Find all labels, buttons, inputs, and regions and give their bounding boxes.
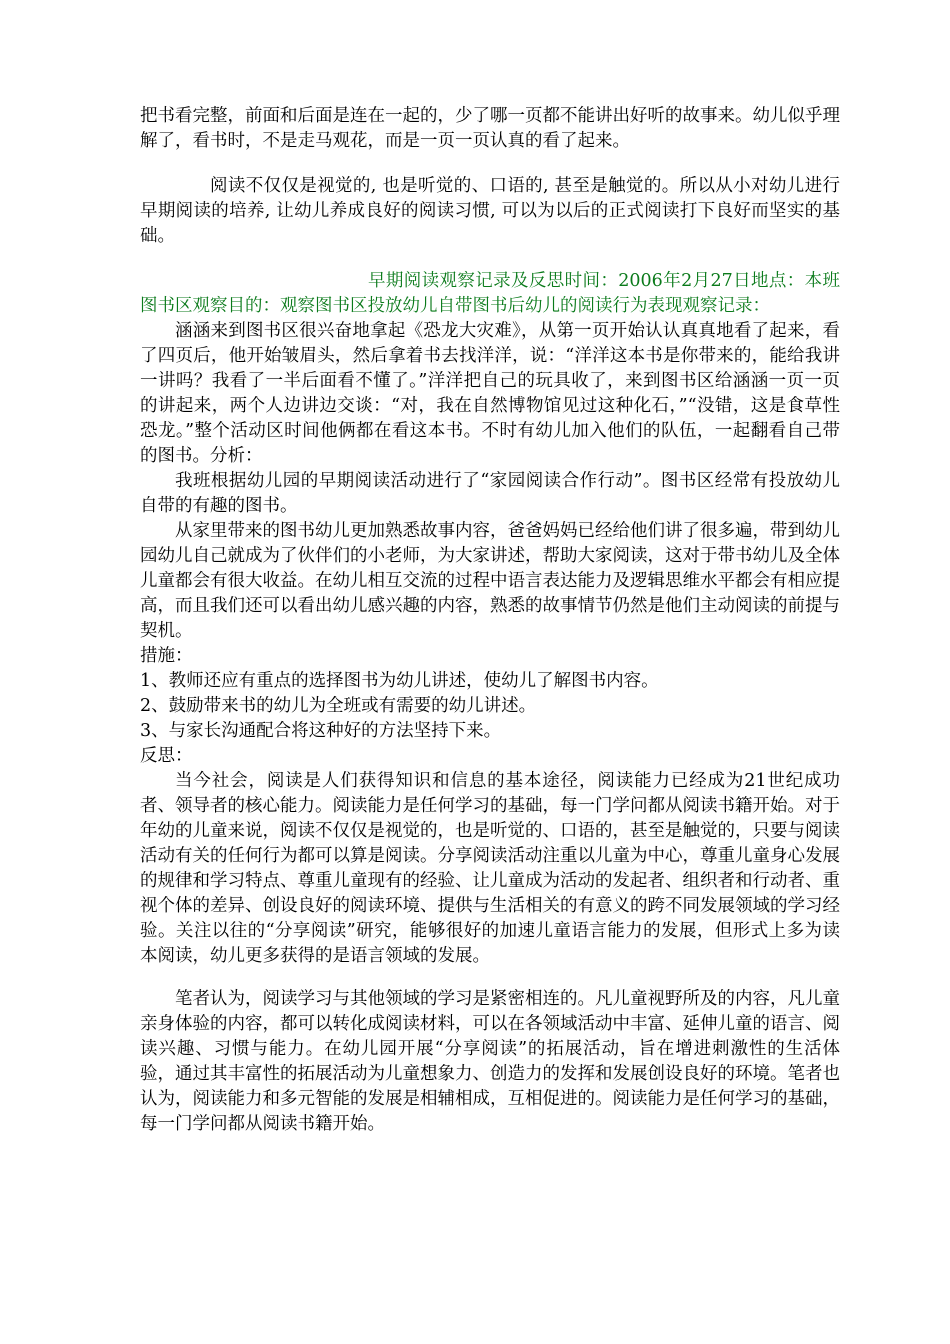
measure-item-1: 1、教师还应有重点的选择图书为幼儿讲述，使幼儿了解图书内容。: [140, 671, 659, 691]
paragraph-reflection-2: 笔者认为，阅读学习与其他领域的学习是紧密相连的。凡儿童视野所及的内容，凡儿童亲身体验的内容，都可以转化成阅读材料，可以在各领域活动中丰富、延伸儿童的语言、阅读兴趣、习惯与能力。在幼儿园开展“分享阅读”的拓展活动，旨在增进刺激性的生活体验，通过其丰富性的拓展活动为儿童想象力、创造力的发挥和发展创设良好的环境。笔者也认为，阅读能力和多元智能的发展是相辅相成，互相促进的。阅读能力是任何学习的基础，每一门学问都从阅读书籍开始。: [140, 989, 840, 1134]
measure-item-3: 3、与家长沟通配合将这种好的方法坚持下来。: [140, 721, 502, 741]
reflection-label: 反思：: [140, 746, 193, 766]
measures-label: 措施：: [140, 646, 193, 666]
paragraph-analysis-2: 从家里带来的图书幼儿更加熟悉故事内容，爸爸妈妈已经给他们讲了很多遍，带到幼儿园幼儿自己就成为了伙伴们的小老师，为大家讲述，帮助大家阅读，这对于带书幼儿及全体儿童都会有很大收益。在幼儿相互交流的过程中语言表达能力及逻辑思维水平都会有相应提高，而且我们还可以看出幼儿感兴趣的内容，熟悉的故事情节仍然是他们主动阅读的前提与契机。: [140, 521, 840, 641]
paragraph-analysis-1: 我班根据幼儿园的早期阅读活动进行了“家园阅读合作行动”。图书区经常有投放幼儿自带的有趣的图书。: [140, 471, 840, 516]
paragraph-reading-importance: 阅读不仅仅是视觉的, 也是听觉的、口语的, 甚至是触觉的。所以从小对幼儿进行早期阅读的培养, 让幼儿养成良好的阅读习惯, 可以为以后的正式阅读打下良好而坚实的基础。: [140, 176, 840, 246]
paragraph-observation-record: 涵涵来到图书区很兴奋地拿起《恐龙大灾难》，从第一页开始认认真真地看了起来，看了四页后，他开始皱眉头，然后拿着书去找洋洋，说：“洋洋这本书是你带来的，能给我讲一讲吗？我看了一半后面看不懂了。”洋洋把自己的玩具收了，来到图书区给涵涵一页一页的讲起来，两个人边讲边交谈：“对，我在自然博物馆见过这种化石，”“没错，这是食草性恐龙。”整个活动区时间他俩都在看这本书。不时有幼儿加入他们的队伍，一起翻看自己带的图书。分析：: [140, 321, 840, 466]
measure-item-2: 2、鼓励带来书的幼儿为全班或有需要的幼儿讲述。: [140, 696, 537, 716]
document-page: [140, 104, 840, 1137]
paragraph-reflection-1: 当今社会，阅读是人们获得知识和信息的基本途径，阅读能力已经成为21世纪成功者、领导者的核心能力。阅读能力是任何学习的基础，每一门学问都从阅读书籍开始。对于年幼的儿童来说，阅读不仅仅是视觉的，也是听觉的、口语的，甚至是触觉的，只要与阅读活动有关的任何行为都可以算是阅读。分享阅读活动注重以儿童为中心，尊重儿童身心发展的规律和学习特点、尊重儿童现有的经验、让儿童成为活动的发起者、组织者和行动者、重视个体的差异、创设良好的阅读环境、提供与生活相关的有意义的跨不同发展领域的学习经验。关注以往的“分享阅读”研究，能够很好的加速儿童语言能力的发展，但形式上多为读本阅读，幼儿更多获得的是语言领域的发展。: [140, 771, 840, 966]
observation-title-text: 早期阅读观察记录及反思时间：2006年2月27日地点：本班图书区观察目的：观察图书区投放幼儿自带图书后幼儿的阅读行为表现观察记录：: [140, 271, 840, 316]
paragraph-intro-continuation: 把书看完整，前面和后面是连在一起的，少了哪一页都不能讲出好听的故事来。幼儿似乎理解了，看书时，不是走马观花，而是一页一页认真的看了起来。: [140, 106, 840, 151]
observation-record-heading: [140, 269, 840, 319]
